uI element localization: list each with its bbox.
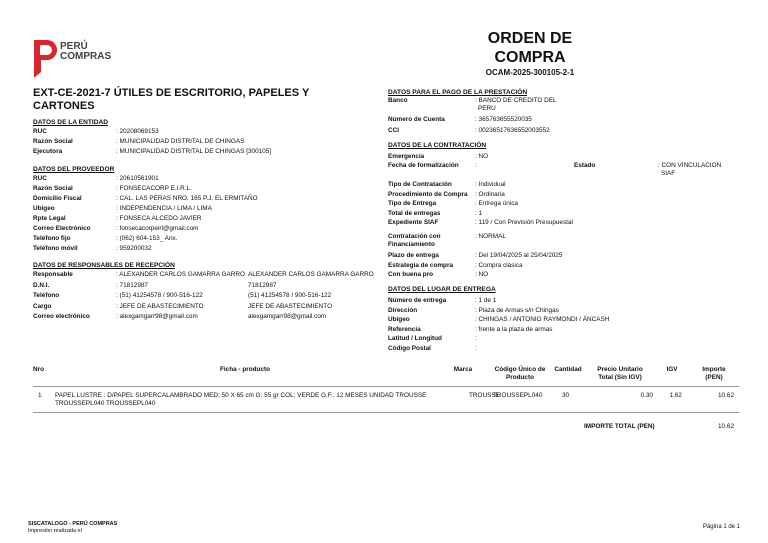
field-label: RUC (33, 128, 47, 135)
banco-label: Banco (388, 97, 408, 104)
field-value: : fonsecacorpeirl@gmail.com (116, 225, 199, 232)
field-value-secondary: JEFE DE ABASTECIMIENTO (248, 302, 333, 310)
fecha-label: Fecha de formalización (388, 162, 459, 169)
cell-nro: 1 (38, 392, 42, 399)
field-value: : ALEXANDER CARLOS GAMARRA GARRO (116, 271, 245, 278)
cci-value: : 00236517636552003552 (475, 127, 550, 134)
cell-cantidad: 30 (562, 392, 570, 399)
cell-marca: TROUSSE (469, 392, 500, 399)
cell-codigo: TROUSSEPL040 (493, 392, 543, 399)
estado-value-line1: : CON VINCULACION (658, 162, 722, 169)
field-value: : NO (475, 271, 489, 278)
emergencia-label: Emergencia (388, 153, 425, 160)
col-header-precio-line2: Total (Sin IGV) (598, 374, 642, 381)
field-label: RUC (33, 175, 47, 182)
entidad-section-title: DATOS DE LA ENTIDAD (33, 119, 108, 126)
emergencia-value: : NO (475, 153, 489, 160)
cci-label: CCI (388, 127, 400, 134)
field-value: : 119 / Con Previsión Presupuestal (475, 219, 573, 226)
field-label: Responsable (33, 271, 73, 278)
entrega-section-title: DATOS DEL LUGAR DE ENTREGA (388, 286, 496, 293)
field-label: Ejecutora (33, 148, 63, 155)
col-header-importe-line2: (PEN) (705, 374, 723, 381)
field-label: Plazo de entrega (388, 252, 439, 259)
field-value: : 1 de 1 (475, 297, 497, 304)
field-value: : Del 19/04/2025 al 25/04/2025 (475, 252, 563, 259)
field-label: Domicilio Fiscal (33, 195, 82, 202)
field-label: Dirección (388, 306, 418, 314)
field-value: : INDEPENDENCIA / LIMA / LIMA (116, 205, 212, 212)
col-header-marca: Marca (453, 366, 473, 373)
total-value: 10.62 (718, 423, 734, 430)
field-value: : Plaza de Armas s/n Chingas (475, 306, 559, 314)
col-header-igv: IGV (666, 366, 678, 373)
col-header-importe-line1: Importe (702, 366, 726, 373)
field-value: : Ordinaria (475, 190, 505, 198)
order-code: OCAM-2025-300105-2-1 (485, 68, 575, 77)
field-value-secondary: 71812987 (248, 281, 277, 289)
peru-compras-logo (32, 36, 142, 82)
estado-value-line2: SIAF (661, 170, 676, 177)
order-heading-line1: EXT-CE-2021-7 ÚTILES DE ESCRITORIO, PAPELES Y (33, 87, 310, 99)
logo-text-peru: PERÚ (60, 41, 88, 52)
col-header-cantidad: Cantidad (554, 366, 582, 373)
peru-compras-logo-icon (32, 36, 58, 78)
recepcion-section-title: DATOS DE RESPONSABLES DE RECEPCIÓN (33, 262, 175, 269)
col-header-nro: Nro (33, 366, 45, 373)
table-row-divider (33, 412, 739, 413)
field-value: : (062) 604-153_ Anx. (116, 235, 178, 242)
cell-igv: 1.62 (669, 392, 682, 399)
field-value: : alexgamgarr98@gmail.com (116, 313, 198, 320)
footer-print-info: Impresión realizada el (28, 528, 82, 534)
field-value: : Compra clásica (475, 261, 523, 269)
field-value: : CAL. LAS PERAS NRO. 165 P.J. EL ERMITAÑO (116, 195, 258, 202)
banco-value-line2: PERU (478, 105, 496, 112)
financiamiento-value: : NORMAL (475, 233, 506, 240)
field-value: : MUNICIPALIDAD DISTRITAL DE CHINGAS (116, 138, 245, 145)
field-label: Teléfono móvil (33, 245, 78, 252)
field-value: : 1 (475, 209, 483, 217)
field-value: : (475, 344, 477, 352)
field-label: Con buena pro (388, 271, 434, 278)
field-value: : (51) 41254578 / 900-516-122 (116, 292, 203, 299)
field-label: Procedimiento de Compra (388, 190, 468, 198)
field-label: Tipo de Entrega (388, 200, 437, 207)
doc-title-line1: ORDEN DE (487, 30, 573, 47)
cell-ficha-line1: PAPEL LUSTRE : D/PAPEL SUPERCALAMBRADO MED: 50 X 65 cm G: 55 gr COL: VERDE G.F.: 12 MESES UNIDAD TROUSSE (55, 392, 427, 399)
logo-text-compras: COMPRAS (60, 51, 112, 62)
field-label: Ubigeo (388, 316, 410, 323)
financiamiento-label-line1: Contratación con (388, 233, 441, 240)
field-label: Número de entrega (388, 297, 447, 304)
proveedor-section-title: DATOS DEL PROVEEDOR (33, 166, 115, 173)
field-label: Expediente SIAF (388, 219, 439, 226)
field-value: : 20610561901 (116, 175, 159, 182)
field-label: Rpte Legal (33, 215, 66, 222)
field-label: Latitud / Longitud (388, 335, 442, 342)
col-header-ficha: Ficha - producto (219, 366, 271, 373)
cell-importe: 10.62 (718, 392, 734, 399)
pago-section-title: DATOS PARA EL PAGO DE LA PRESTACIÓN (388, 89, 528, 96)
field-value-secondary: (51) 41254578 / 900-516-122 (248, 292, 332, 299)
field-label: Teléfono fijo (33, 235, 71, 242)
field-value: : CHINGAS / ANTONIO RAYMONDI / ÁNCASH (475, 316, 610, 323)
field-label: Razón Social (33, 185, 73, 192)
field-value: : JEFE DE ABASTECIMIENTO (116, 302, 204, 310)
field-label: D.N.I. (33, 281, 50, 289)
field-label: Referencia (388, 325, 421, 333)
field-label: Estrategia de compra (388, 261, 453, 269)
cuenta-label: Número de Cuenta (388, 116, 445, 123)
field-value: : 959200032 (116, 245, 152, 252)
banco-value-line1: : BANCO DE CREDITO DEL (475, 97, 557, 104)
footer-page-number: Página 1 de 1 (702, 524, 740, 530)
field-value: : 20208069153 (116, 128, 159, 135)
field-value: : 71812987 (116, 281, 148, 289)
fecha-value: : (475, 162, 477, 169)
total-label: IMPORTE TOTAL (PEN) (584, 423, 655, 430)
field-value: : Individual (475, 181, 506, 188)
cell-precio: 0.30 (640, 392, 653, 399)
field-value: : FONSECACORP E.I.R.L. (116, 185, 192, 192)
field-label: Correo Electrónico (33, 225, 91, 232)
field-value: : Entrega única (475, 200, 518, 207)
field-label: Cargo (33, 302, 52, 310)
order-heading-line2: CARTONES (33, 100, 95, 112)
estado-label: Estado (574, 162, 596, 169)
doc-title-line2: COMPRA (494, 49, 566, 66)
cuenta-value: : 365763655520035 (475, 116, 532, 123)
field-value: : FONSECA ALCEDO JAVIER (116, 215, 202, 222)
field-value: : MUNICIPALIDAD DISTRITAL DE CHINGAS [300105] (116, 148, 272, 155)
field-label: Correo electrónico (33, 313, 90, 320)
contratacion-section-title: DATOS DE LA CONTRATACIÓN (388, 142, 487, 149)
field-value-secondary: alexgamgarr98@gmail.com (248, 313, 327, 320)
footer-system-name: SISCATALOGO - PERÚ COMPRAS (28, 521, 118, 527)
field-label: Ubigeo (33, 205, 55, 212)
field-label: Código Postal (388, 344, 431, 352)
col-header-codigo-line1: Código Único de (494, 366, 546, 373)
col-header-codigo-line2: Producto (505, 374, 535, 381)
cell-ficha-line2: TROUSSEPL040 TROUSSEPL040 (55, 400, 156, 407)
financiamiento-label-line2: Financiamiento (388, 241, 435, 248)
col-header-precio-line1: Precio Unitario (597, 366, 643, 373)
field-label: Razón Social (33, 138, 73, 145)
field-value: : (475, 335, 477, 342)
field-value-secondary: ALEXANDER CARLOS GAMARRA GARRO (248, 271, 374, 278)
field-label: Teléfono (33, 292, 60, 299)
table-header-divider (33, 386, 739, 387)
field-label: Total de entregas (388, 209, 441, 217)
field-value: : frente a la plaza de armas (475, 325, 553, 333)
field-label: Tipo de Contratación (388, 181, 452, 188)
